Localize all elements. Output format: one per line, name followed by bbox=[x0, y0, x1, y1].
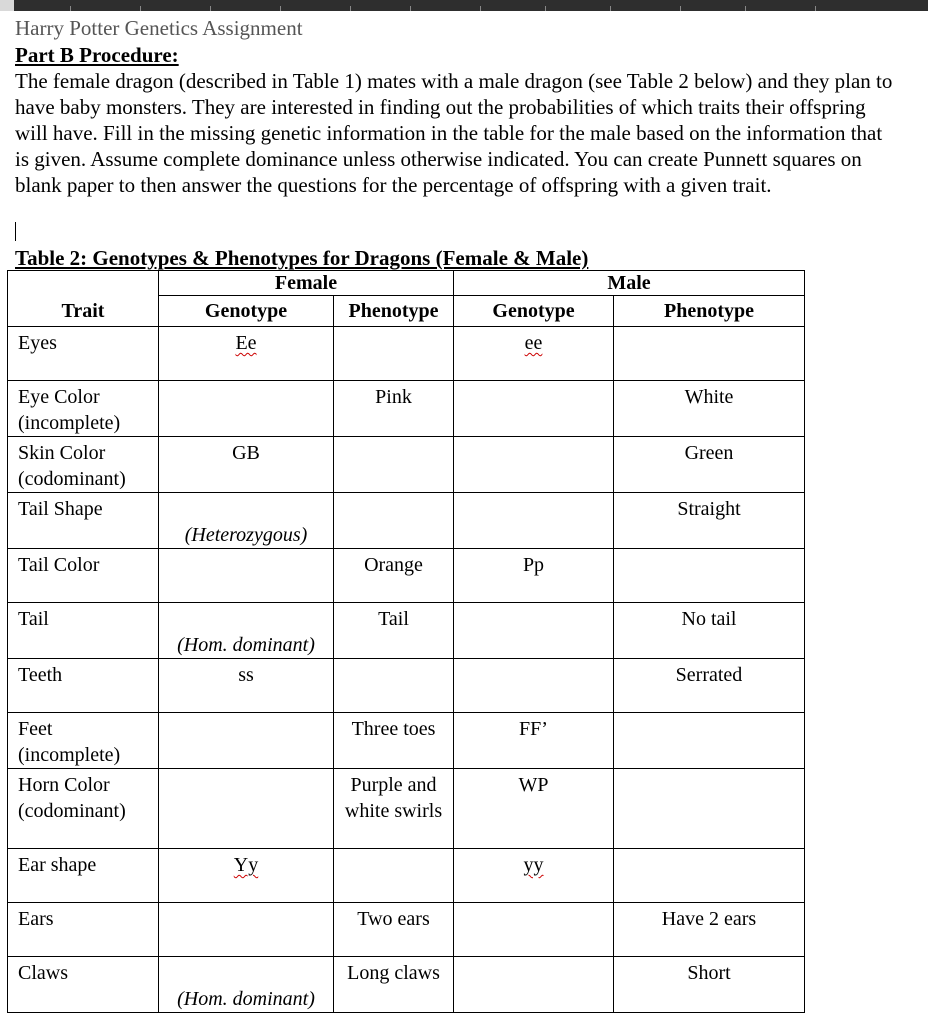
female-genotype-text: (Hom. dominant) bbox=[177, 634, 315, 656]
male-phenotype-cell[interactable]: Green bbox=[614, 437, 805, 493]
table-caption: Table 2: Genotypes & Phenotypes for Dragons (Female & Male) bbox=[15, 246, 589, 270]
ruler-tick bbox=[680, 6, 681, 11]
male-genotype-cell[interactable] bbox=[454, 659, 614, 713]
male-phenotype-cell[interactable]: Short bbox=[614, 957, 805, 1013]
female-phenotype-cell[interactable] bbox=[334, 327, 454, 381]
female-genotype-cell[interactable] bbox=[159, 713, 334, 769]
trait-cell: Ear shape bbox=[8, 849, 159, 903]
female-genotype-cell[interactable]: ss bbox=[159, 659, 334, 713]
trait-cell: Tail Shape bbox=[8, 493, 159, 549]
male-genotype-cell[interactable] bbox=[454, 603, 614, 659]
male-phenotype-cell[interactable]: Straight bbox=[614, 493, 805, 549]
male-phenotype-cell[interactable] bbox=[614, 769, 805, 849]
male-genotype-cell[interactable]: WP bbox=[454, 769, 614, 849]
female-genotype-cell[interactable] bbox=[159, 769, 334, 849]
female-phenotype-cell[interactable]: Long claws bbox=[334, 957, 454, 1013]
ruler-tick bbox=[350, 6, 351, 11]
trait-cell: Skin Color (codominant) bbox=[8, 437, 159, 493]
male-phenotype-cell[interactable] bbox=[614, 849, 805, 903]
female-phenotype-header: Phenotype bbox=[334, 296, 454, 327]
table-row bbox=[8, 437, 805, 493]
female-genotype-text: (Hom. dominant) bbox=[177, 988, 315, 1010]
female-phenotype-cell[interactable]: Purple and white swirls bbox=[334, 769, 454, 849]
female-genotype-cell[interactable] bbox=[159, 549, 334, 603]
table-row bbox=[8, 493, 805, 549]
male-genotype-cell[interactable] bbox=[454, 903, 614, 957]
table-row bbox=[8, 769, 805, 849]
male-genotype-cell[interactable]: Pp bbox=[454, 549, 614, 603]
table-row bbox=[8, 549, 805, 603]
male-phenotype-cell[interactable] bbox=[614, 327, 805, 381]
genetics-table bbox=[7, 270, 805, 1013]
female-genotype-cell[interactable]: GB bbox=[159, 437, 334, 493]
male-genotype-cell[interactable] bbox=[454, 437, 614, 493]
female-genotype-cell[interactable] bbox=[159, 327, 334, 381]
male-phenotype-cell[interactable]: White bbox=[614, 381, 805, 437]
female-genotype-cell[interactable] bbox=[159, 493, 334, 549]
part-title: Part B Procedure: bbox=[15, 43, 179, 67]
male-phenotype-cell[interactable] bbox=[614, 713, 805, 769]
ruler-cap bbox=[0, 0, 14, 11]
female-group-header: Female bbox=[159, 271, 454, 296]
male-phenotype-cell[interactable]: Serrated bbox=[614, 659, 805, 713]
ruler-tick bbox=[815, 6, 816, 11]
female-genotype-text: (Heterozygous) bbox=[184, 524, 308, 546]
table-row bbox=[8, 381, 805, 437]
trait-cell: Tail bbox=[8, 603, 159, 659]
procedure-paragraph[interactable]: The female dragon (described in Table 1) mates with a male dragon (see Table 2 below) and they plan to have baby monsters. They are interested in finding out the probabilities of which traits their offspring will have. Fill in the missing genetic information in the table for the male based on the information that is given. Assume complete dominance unless otherwise indicated. You can create Punnett squares on blank paper to then answer the questions for the percentage of offspring with a given trait. bbox=[15, 69, 893, 197]
ruler-tick bbox=[140, 6, 141, 11]
male-phenotype-cell[interactable]: No tail bbox=[614, 603, 805, 659]
female-genotype-text: Ee bbox=[235, 332, 257, 354]
ruler-tick bbox=[70, 6, 71, 11]
trait-cell: Eyes bbox=[8, 327, 159, 381]
trait-cell: Teeth bbox=[8, 659, 159, 713]
male-phenotype-cell[interactable]: Have 2 ears bbox=[614, 903, 805, 957]
male-phenotype-header: Phenotype bbox=[614, 296, 805, 327]
trait-cell: Tail Color bbox=[8, 549, 159, 603]
female-genotype-header: Genotype bbox=[159, 296, 334, 327]
male-genotype-cell[interactable] bbox=[454, 381, 614, 437]
ruler-tick bbox=[745, 6, 746, 11]
trait-cell: Feet (incomplete) bbox=[8, 713, 159, 769]
ruler-tick bbox=[210, 6, 211, 11]
male-genotype-header: Genotype bbox=[454, 296, 614, 327]
trait-column-header: Trait bbox=[8, 296, 159, 327]
ruler-tick bbox=[280, 6, 281, 11]
text-cursor bbox=[15, 222, 16, 241]
table-row bbox=[8, 327, 805, 381]
female-phenotype-cell[interactable] bbox=[334, 493, 454, 549]
ruler-tick bbox=[480, 6, 481, 11]
female-phenotype-cell[interactable]: Three toes bbox=[334, 713, 454, 769]
female-genotype-cell[interactable] bbox=[159, 957, 334, 1013]
male-genotype-text: yy bbox=[523, 854, 544, 876]
trait-cell: Claws bbox=[8, 957, 159, 1013]
table-row bbox=[8, 903, 805, 957]
table-row bbox=[8, 659, 805, 713]
male-genotype-cell[interactable]: FF’ bbox=[454, 713, 614, 769]
ruler-tick bbox=[545, 6, 546, 11]
female-phenotype-cell[interactable] bbox=[334, 437, 454, 493]
table-row bbox=[8, 713, 805, 769]
table-row bbox=[8, 957, 805, 1013]
female-genotype-text: Yy bbox=[233, 854, 259, 876]
ruler-tick bbox=[610, 6, 611, 11]
female-genotype-cell[interactable] bbox=[159, 381, 334, 437]
ruler-tick bbox=[410, 6, 411, 11]
male-genotype-text: ee bbox=[524, 332, 543, 354]
female-phenotype-cell[interactable] bbox=[334, 849, 454, 903]
female-genotype-cell[interactable] bbox=[159, 849, 334, 903]
corner-cell bbox=[8, 271, 159, 296]
table-row bbox=[8, 603, 805, 659]
female-phenotype-cell[interactable]: Two ears bbox=[334, 903, 454, 957]
male-genotype-cell[interactable] bbox=[454, 327, 614, 381]
trait-cell: Eye Color (incomplete) bbox=[8, 381, 159, 437]
male-group-header: Male bbox=[454, 271, 805, 296]
male-genotype-cell[interactable] bbox=[454, 493, 614, 549]
trait-cell: Ears bbox=[8, 903, 159, 957]
trait-cell: Horn Color (codominant) bbox=[8, 769, 159, 849]
ruler-bar bbox=[0, 0, 928, 11]
male-genotype-cell[interactable] bbox=[454, 849, 614, 903]
female-phenotype-cell[interactable]: Tail bbox=[334, 603, 454, 659]
female-genotype-cell[interactable] bbox=[159, 603, 334, 659]
female-genotype-cell[interactable] bbox=[159, 903, 334, 957]
male-phenotype-cell[interactable] bbox=[614, 549, 805, 603]
female-phenotype-cell[interactable] bbox=[334, 659, 454, 713]
male-genotype-cell[interactable] bbox=[454, 957, 614, 1013]
female-phenotype-cell[interactable]: Pink bbox=[334, 381, 454, 437]
female-phenotype-cell[interactable]: Orange bbox=[334, 549, 454, 603]
table-row bbox=[8, 849, 805, 903]
document-header: Harry Potter Genetics Assignment bbox=[15, 16, 303, 40]
